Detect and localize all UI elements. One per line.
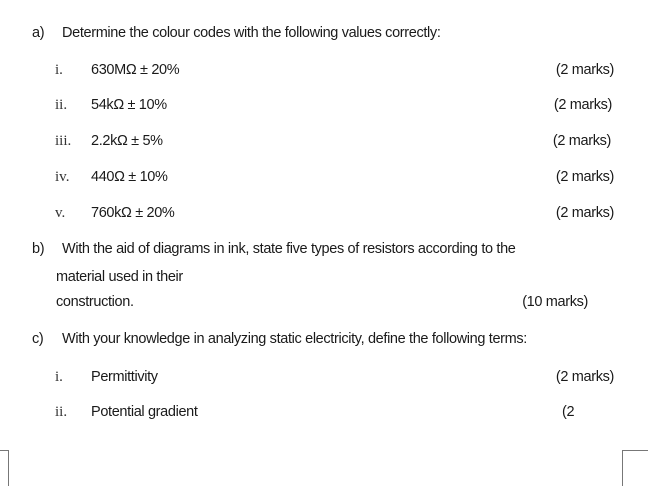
item-value: 54kΩ ± 10% [91,97,167,113]
crop-mark-left-vertical [8,450,9,486]
part-b-label: b) [32,241,45,257]
item-value: 760kΩ ± 20% [91,205,175,221]
item-number: i. [55,62,63,78]
part-b-marks: (10 marks) [522,294,588,310]
part-c-question: With your knowledge in analyzing static electricity, define the following terms: [62,331,527,347]
item-number: i. [55,369,63,385]
item-marks: (2 marks) [555,205,614,221]
item-number: ii. [55,97,68,113]
item-marks: (2 marks) [553,97,612,113]
crop-mark-left-horizontal [0,450,8,451]
item-term: Permittivity [91,369,158,385]
item-value: 630MΩ ± 20% [91,62,180,78]
part-b-question-line3: construction. [56,294,134,310]
item-number: iv. [55,169,70,185]
item-marks: (2 marks) [555,369,614,385]
item-number: v. [55,205,66,221]
crop-mark-right-horizontal [622,450,648,451]
item-value: 440Ω ± 10% [91,169,168,185]
part-b-question-line1: With the aid of diagrams in ink, state five types of resistors according to the [62,241,516,257]
part-a-label: a) [32,25,45,41]
item-number: iii. [55,133,72,149]
item-number: ii. [55,404,68,420]
item-marks: (2 [562,404,575,420]
item-marks: (2 marks) [552,133,611,149]
item-value: 2.2kΩ ± 5% [91,133,163,149]
part-b-question-line2: material used in their [56,269,183,285]
part-c-label: c) [32,331,44,347]
item-marks: (2 marks) [555,62,614,78]
crop-mark-right-vertical [622,450,623,486]
item-marks: (2 marks) [555,169,614,185]
part-a-question: Determine the colour codes with the following values correctly: [62,25,441,41]
item-term: Potential gradient [91,404,198,420]
